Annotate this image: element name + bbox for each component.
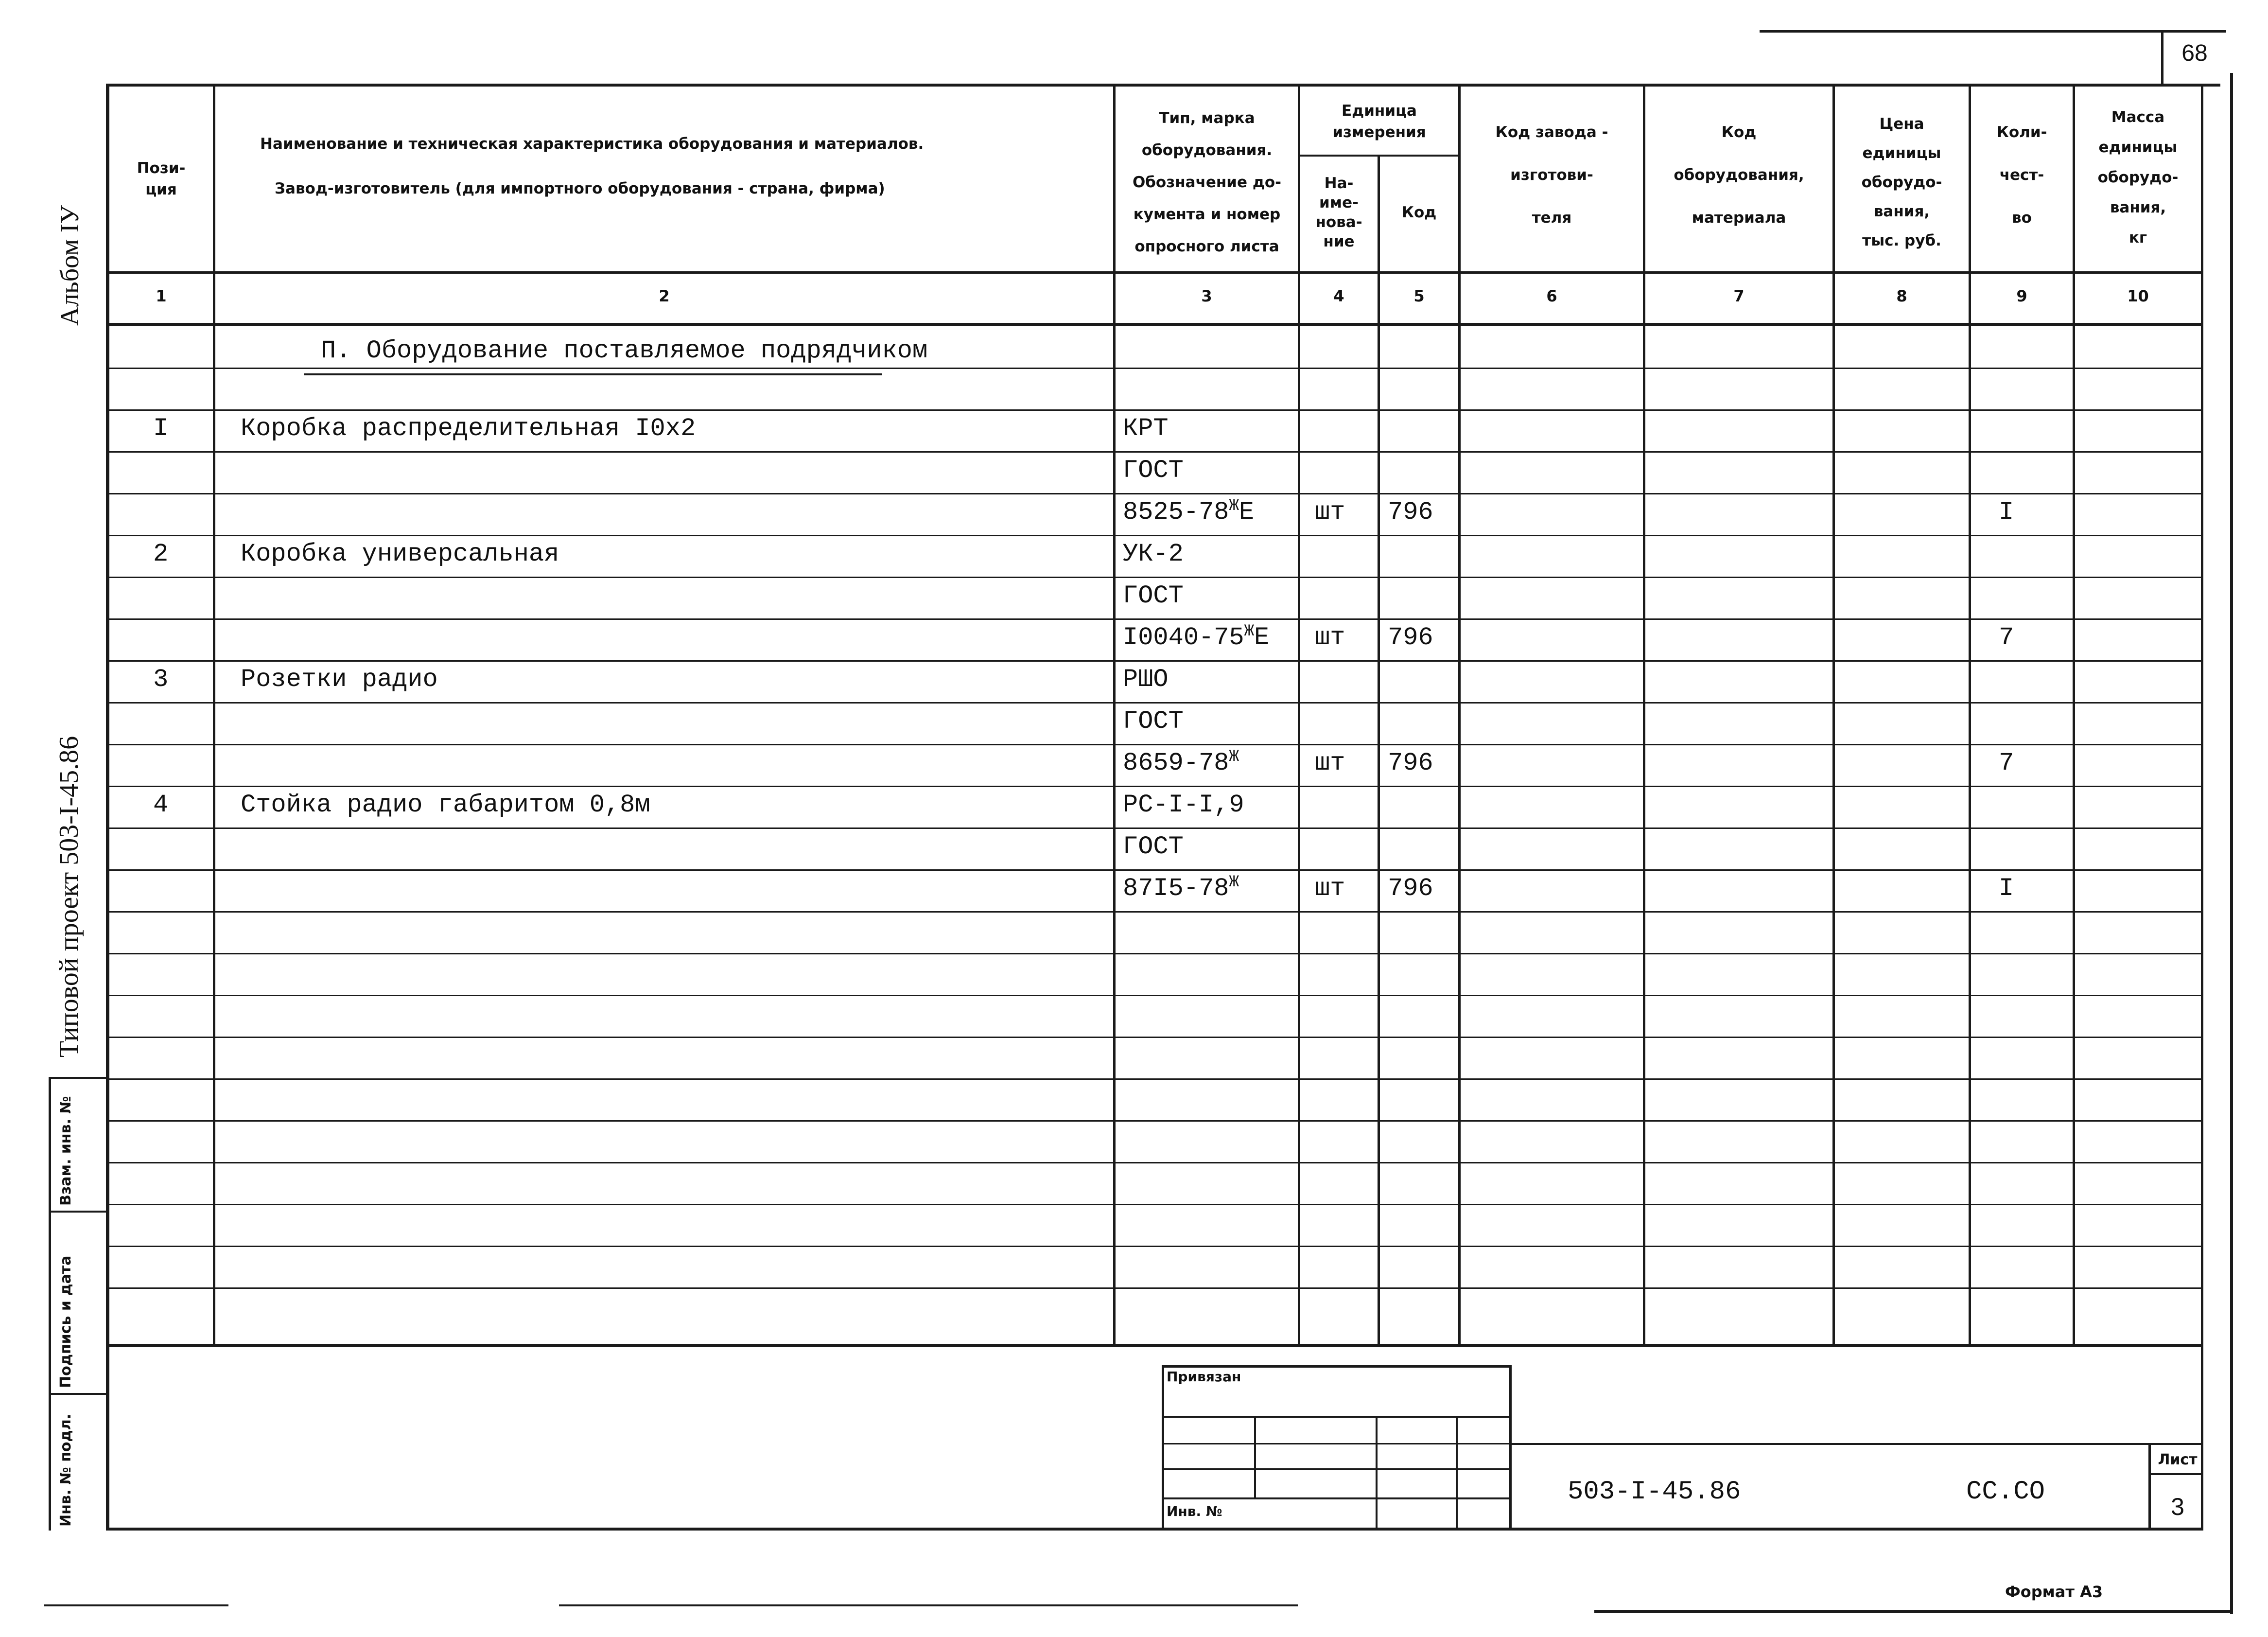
- row-standard-sup: Ж: [1244, 622, 1255, 641]
- column-number: 4: [1333, 287, 1344, 305]
- row-quantity: I: [1999, 874, 2014, 903]
- row-standard: ГОСТ: [1123, 456, 1184, 485]
- header-quantity: Коли- чест- во: [1996, 123, 2047, 227]
- header-mass: Масса единицы оборудо- вания, кг: [2097, 108, 2179, 246]
- row-type: КРТ: [1123, 414, 1169, 443]
- row-unit: шт: [1315, 498, 1345, 527]
- row-type: РС-I-I,9: [1123, 791, 1244, 819]
- inv-no-label: Инв. №: [1167, 1503, 1222, 1519]
- section-title-underline: [304, 373, 882, 375]
- column-number: 9: [2016, 287, 2027, 305]
- privyazan-label: Привязан: [1167, 1369, 1241, 1385]
- row-standard-sup: Ж: [1229, 873, 1239, 892]
- row-type: УК-2: [1123, 540, 1184, 568]
- row-name: Стойка радио габаритом 0,8м: [241, 791, 650, 819]
- header-price: Цена единицы оборудо- вания, тыс. руб.: [1861, 115, 1942, 249]
- doc-mark: CC.CO: [1966, 1477, 2045, 1507]
- column-number: 6: [1546, 287, 1557, 305]
- column-number: 3: [1201, 287, 1212, 305]
- header-type: Тип, марка оборудования. Обозначение до- кумента и номер опросного листа: [1132, 109, 1282, 255]
- row-position: I: [153, 414, 169, 443]
- list-label: Лист: [2158, 1451, 2198, 1468]
- album-label: Альбом IУ: [55, 205, 84, 326]
- header-name-line2: Завод-изготовитель (для импортного оборудования - страна, фирма): [275, 180, 885, 197]
- row-standard-sup: Ж: [1229, 497, 1239, 515]
- column-number: 5: [1413, 287, 1425, 305]
- row-quantity: I: [1999, 498, 2014, 527]
- row-quantity: 7: [1999, 749, 2014, 777]
- row-standard: ГОСТ: [1123, 581, 1184, 610]
- section-title: П. Оборудование поставляемое подрядчиком: [321, 336, 928, 365]
- column-number: 7: [1733, 287, 1745, 305]
- row-standard: ГОСТ: [1123, 832, 1184, 861]
- row-code: 796: [1388, 749, 1433, 777]
- header-name-line1: Наименование и техническая характеристика оборудования и материалов.: [260, 135, 924, 153]
- stamp-label-podpis: Подпись и дата: [57, 1255, 74, 1388]
- row-quantity: 7: [1999, 623, 2014, 652]
- row-standard-number-text: 87I5-78: [1123, 874, 1229, 903]
- row-standard-number-text: 8659-78: [1123, 749, 1229, 777]
- row-standard-number: [1123, 623, 1269, 652]
- header-unit-name: На- име- нова- ние: [1315, 175, 1362, 250]
- row-name: Розетки радио: [241, 665, 438, 694]
- stamp-label-vzam: Взам. инв. №: [57, 1096, 74, 1206]
- row-unit: шт: [1315, 749, 1345, 777]
- header-unit-code: Код: [1401, 204, 1437, 221]
- column-number: 2: [659, 287, 670, 305]
- row-name: Коробка распределительная I0x2: [241, 414, 696, 443]
- row-unit: шт: [1315, 874, 1345, 903]
- header-equipment-code: Код оборудования, материала: [1674, 123, 1804, 227]
- row-standard-number: [1123, 498, 1254, 527]
- row-standard: ГОСТ: [1123, 707, 1184, 736]
- row-position: 2: [153, 540, 169, 568]
- row-standard-number-text: 8525-78: [1123, 498, 1229, 527]
- row-code: 796: [1388, 498, 1433, 527]
- row-standard-suffix: Е: [1239, 498, 1255, 527]
- doc-code: 503-I-45.86: [1568, 1477, 1741, 1507]
- column-number: 10: [2127, 287, 2149, 305]
- stamp-label-inv: Инв. № подл.: [57, 1413, 74, 1527]
- row-standard-sup: Ж: [1229, 748, 1239, 766]
- sheet-number: 68: [2181, 40, 2208, 66]
- row-name: Коробка универсальная: [241, 540, 559, 568]
- row-unit: шт: [1315, 623, 1345, 652]
- header-name: [219, 87, 1108, 271]
- header-unit: Единица измерения: [1332, 102, 1426, 141]
- row-type: РШО: [1123, 665, 1169, 694]
- list-number: 3: [2171, 1493, 2184, 1520]
- row-standard-number-text: I0040-75: [1123, 623, 1244, 652]
- row-standard-number: [1123, 749, 1239, 778]
- row-code: 796: [1388, 623, 1433, 652]
- project-label: Типовой проект 503-I-45.86: [54, 736, 84, 1057]
- row-standard-number: [1123, 874, 1239, 903]
- row-code: 796: [1388, 874, 1433, 903]
- row-position: 3: [153, 665, 169, 694]
- row-standard-suffix: Е: [1254, 623, 1270, 652]
- format-label: Формат А3: [2005, 1583, 2103, 1601]
- row-position: 4: [153, 791, 169, 819]
- column-number: 1: [156, 287, 167, 305]
- header-factory-code: Код завода - изготови- теля: [1495, 123, 1608, 227]
- column-number: 8: [1896, 287, 1907, 305]
- header-position: Пози- ция: [137, 159, 186, 198]
